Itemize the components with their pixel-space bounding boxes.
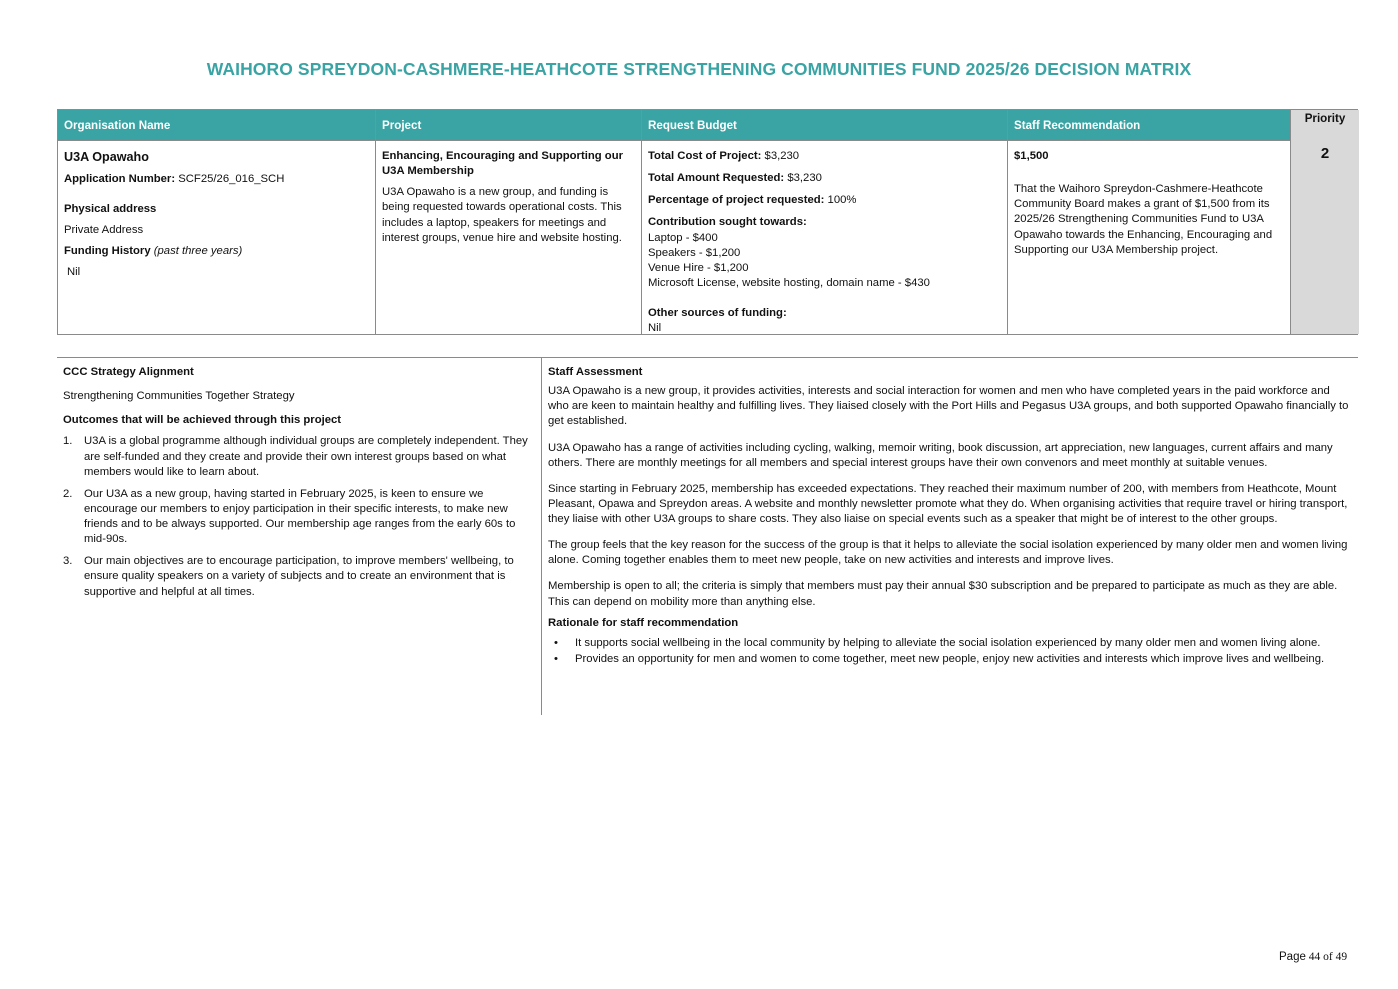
contribution-item: Venue Hire - $1,200 [648, 261, 749, 274]
organisation-name: U3A Opawaho [64, 150, 149, 164]
header-project: Project [376, 110, 641, 141]
outcome-item [63, 487, 535, 548]
outcome-number: 3. [63, 555, 73, 568]
page-number [1279, 950, 1347, 965]
recommended-amount: $1,500 [1014, 150, 1049, 162]
rationale-list [548, 636, 1352, 667]
outcomes-heading: Outcomes that will be achieved through this project [63, 414, 342, 427]
recommendation-text: That the Waihoro Spreydon-Cashmere-Heathcote Community Board makes a grant of $1,500 from its 2025/26 Strengthening Communities Fund to U3A Opawaho towards the Enhancing, Encouraging and Supporting our U3A Membership project. [1014, 183, 1273, 256]
header-priority: Priority [1291, 110, 1359, 141]
total-cost-value: $3,230 [764, 150, 800, 162]
funding-history-value: Nil [67, 266, 81, 279]
assessment-paragraph: Since starting in February 2025, membership has exceeded expectations. They reached their maximum number of 200, with members from Heathcote, Mount Pleasant, Opawa and Spreydon areas. A website and monthly newsletter promote what they do. When organising activities that require travel or hiring transport, they liaise with other U3A groups to share costs. They also liaise on special events such as a speaker that might be of interest to the other groups. [548, 482, 1348, 525]
rationale-item [548, 636, 1352, 651]
header-organisation: Organisation Name [58, 110, 375, 141]
percentage-requested-value: 100% [827, 194, 857, 207]
contribution-label: Contribution sought towards: [648, 216, 807, 229]
percentage-requested-row [648, 193, 1001, 208]
assessment-heading: Staff Assessment [548, 366, 643, 378]
application-number-label: Application Number: [64, 172, 176, 185]
header-request-budget: Request Budget [642, 110, 1007, 141]
rationale-heading: Rationale for staff recommendation [548, 616, 739, 629]
strategy-heading: CCC Strategy Alignment [63, 366, 194, 378]
funding-history-label: Funding History [64, 245, 151, 258]
percentage-requested-label: Percentage of project requested: [648, 194, 825, 207]
header-staff-recommendation: Staff Recommendation [1008, 110, 1290, 141]
outcome-text: Our main objectives are to encourage participation, to improve members' wellbeing, to ensure quality speakers on a variety of subjects and to create an environment that is supportive and helpful at all times. [84, 555, 514, 598]
column-divider [541, 357, 542, 715]
priority-value: 2 [1320, 145, 1330, 162]
outcome-number: 2. [63, 487, 73, 500]
physical-address: Private Address [64, 224, 144, 237]
total-cost-row [648, 149, 1001, 164]
rationale-text: It supports social wellbeing in the local community by helping to alleviate the social isolation experienced by many older men and women living alone. [575, 636, 1321, 649]
page-total: 49 [1335, 951, 1348, 963]
outcome-item [63, 434, 535, 479]
outcome-item [63, 554, 535, 599]
total-cost-label: Total Cost of Project: [648, 150, 762, 162]
page-title: WAIHORO SPREYDON-CASHMERE-HEATHCOTE STRENGTHENING COMMUNITIES FUND 2025/26 DECISION MATRIX [206, 59, 1192, 79]
decision-matrix-table [57, 109, 1358, 335]
contribution-item: Laptop - $400 [648, 231, 718, 244]
page-current: 44 [1308, 951, 1321, 963]
outcomes-list [63, 434, 535, 599]
request-budget-column [642, 110, 1008, 334]
amount-requested-value: $3,230 [787, 172, 822, 185]
bullet-icon: • [554, 636, 558, 649]
section-divider [57, 357, 1358, 358]
contribution-item: Microsoft License, website hosting, domain name - $430 [648, 276, 930, 289]
staff-recommendation-column [1008, 110, 1291, 334]
project-column [376, 110, 642, 334]
outcome-text: U3A is a global programme although individual groups are completely independent. They are self-funded and they create and provide their own interest groups based on what members would like to learn about. [84, 435, 528, 478]
strategy-alignment-section [63, 365, 535, 607]
amount-requested-label: Total Amount Requested: [648, 172, 785, 185]
other-funding-value: Nil [648, 321, 662, 334]
page-of: of [1323, 951, 1333, 963]
physical-address-label: Physical address [64, 203, 157, 215]
assessment-paragraph: Membership is open to all; the criteria is simply that members must pay their annual $30 subscription and be prepared to participate as much as they are able. This can depend on mobility more than anything else. [548, 580, 1338, 608]
assessment-paragraph: U3A Opawaho is a new group, it provides activities, interests and social interaction for women and men who have completed years in the paid workforce and who are keen to maintain healthy and fulfilling lives. They liaised closely with the Port Hills and Pegasus U3A groups, and both supported Opawaho financially to get established. [548, 385, 1349, 428]
assessment-paragraph: The group feels that the key reason for the success of the group is that it helps to alleviate the social isolation experienced by many older men and women living alone. Coming together enables them to meet new people, take on new activities and interests and improve lives. [548, 539, 1348, 567]
page-label: Page [1279, 951, 1306, 963]
rationale-item [548, 652, 1352, 667]
staff-assessment-section [548, 365, 1352, 668]
funding-history-note: (past three years) [153, 245, 243, 258]
application-number: SCF25/26_016_SCH [178, 172, 285, 185]
contribution-item: Speakers - $1,200 [648, 246, 741, 259]
application-number-row [64, 172, 369, 187]
strategy-name: Strengthening Communities Together Strategy [63, 390, 295, 403]
organisation-column [58, 110, 376, 334]
other-funding-label: Other sources of funding: [648, 306, 787, 319]
outcome-number: 1. [63, 435, 73, 448]
bullet-icon: • [554, 652, 558, 665]
project-description: U3A Opawaho is a new group, and funding is being requested towards operational costs. This includes a laptop, speakers for meetings and interest groups, venue hire and website hosting. [382, 186, 622, 244]
priority-column [1291, 110, 1359, 334]
outcome-text: Our U3A as a new group, having started in February 2025, is keen to ensure we encourage our members to enjoy participation in their specific interests, to make new friends and to be always supported. Our membership age ranges from the early 60s to mid-90s. [84, 487, 516, 546]
assessment-paragraph: U3A Opawaho has a range of activities including cycling, walking, memoir writing, book discussion, art appreciation, new languages, current affairs and many others. There are monthly meetings for all members and special interest groups have their own convenors and meet monthly at suitable venues. [548, 441, 1333, 469]
funding-history-row [64, 244, 369, 259]
rationale-text: Provides an opportunity for men and women to come together, meet new people, enjoy new activities and interests which improve lives and wellbeing. [575, 652, 1325, 665]
amount-requested-row [648, 171, 1001, 186]
contribution-list [648, 231, 1001, 291]
project-title: Enhancing, Encouraging and Supporting our U3A Membership [382, 150, 623, 178]
